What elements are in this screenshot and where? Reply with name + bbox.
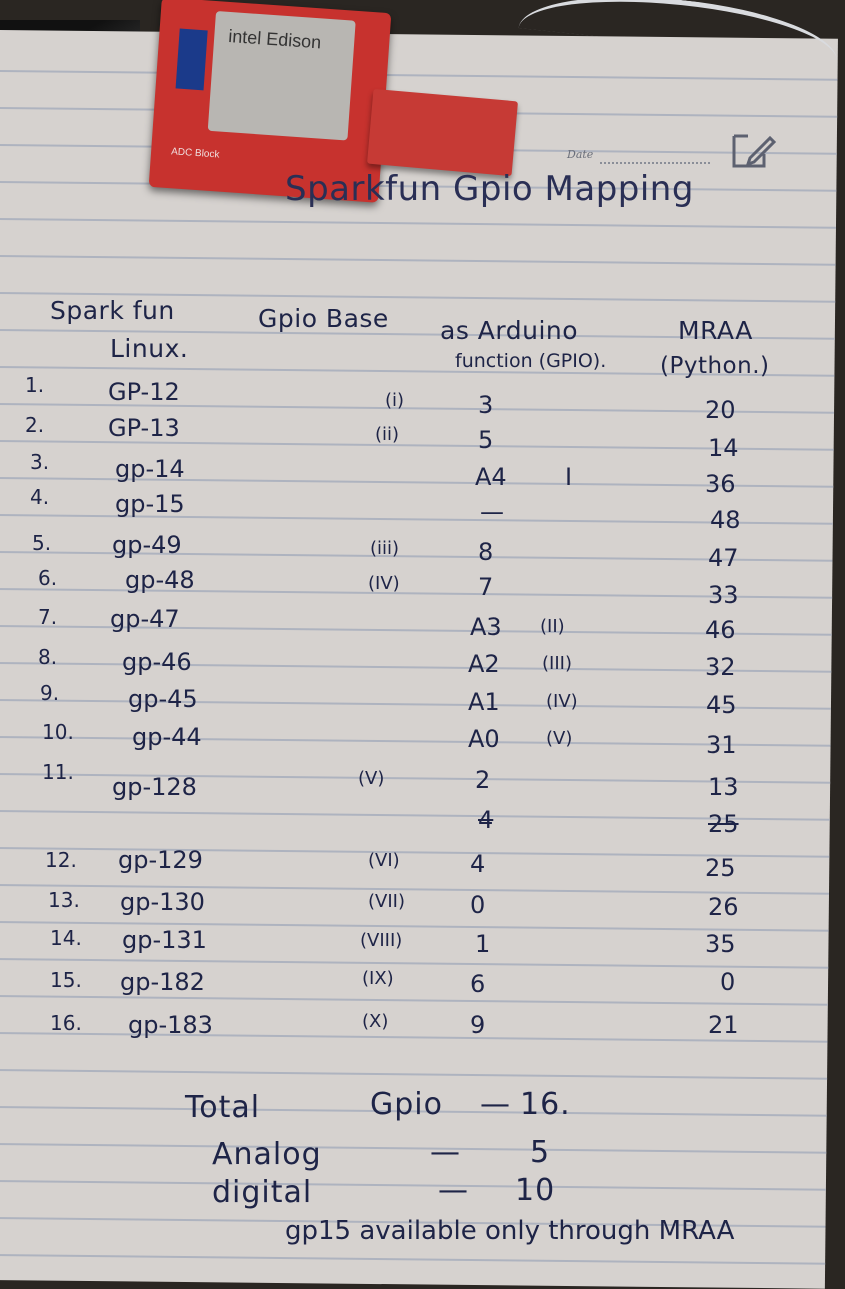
row-13-no: 13. [48, 888, 80, 912]
row-11-roman: (V) [358, 768, 385, 789]
row-7-linux: gp-47 [110, 605, 180, 633]
row-1-mraa: 20 [705, 396, 736, 424]
row-12-no: 12. [45, 848, 77, 872]
header-function: function (GPIO). [455, 350, 607, 372]
row-14-linux: gp-131 [122, 926, 207, 954]
module-label: intel Edison [227, 25, 322, 53]
row-9-no: 9. [40, 681, 60, 705]
summary-analog-label: Analog [212, 1137, 322, 1172]
row-5-no: 5. [32, 531, 52, 555]
row-8-mraa: 32 [705, 653, 736, 681]
row-5-linux: gp-49 [112, 531, 182, 559]
header-python: (Python.) [660, 353, 770, 379]
row-3-no: 3. [30, 450, 50, 474]
row-1-arduino: 3 [478, 391, 494, 419]
row-4-arduino: — [480, 498, 504, 526]
header-gpio-base: Gpio Base [258, 304, 389, 333]
row-5-mraa: 47 [708, 544, 739, 572]
struck-arduino: 4 [478, 806, 494, 834]
row-2-arduino: 5 [478, 426, 494, 454]
row-8-analog: (III) [542, 653, 572, 674]
row-1-roman: (i) [385, 390, 405, 411]
row-8-linux: gp-46 [122, 648, 192, 676]
row-16-roman: (X) [362, 1011, 389, 1032]
row-11-linux: gp-128 [112, 773, 197, 801]
row-11-no: 11. [42, 760, 74, 784]
row-7-no: 7. [38, 605, 58, 629]
header-arduino: as Arduino [440, 316, 579, 345]
row-15-no: 15. [50, 968, 82, 992]
row-10-analog: (V) [546, 728, 573, 749]
row-3-analog: I [565, 463, 573, 491]
row-14-roman: (VIII) [360, 930, 403, 951]
header-sparkfun: Spark fun [50, 296, 175, 325]
title-scrawl: Sparkfun Gpio Mapping [285, 169, 694, 209]
row-3-linux: gp-14 [115, 455, 185, 483]
header-mraa: MRAA [678, 316, 753, 345]
row-8-no: 8. [38, 645, 58, 669]
antenna-chip [176, 29, 208, 91]
row-7-analog: (II) [540, 616, 565, 637]
summary-digital-dash: — [438, 1173, 469, 1208]
summary-analog-value: 5 [530, 1135, 551, 1170]
row-8-arduino: A2 [468, 650, 500, 678]
summary-analog-dash: — [430, 1135, 461, 1170]
row-15-arduino: 6 [470, 970, 486, 998]
summary-note: gp15 available only through MRAA [285, 1216, 735, 1246]
row-5-roman: (iii) [370, 538, 400, 559]
row-9-analog: (IV) [546, 691, 578, 712]
row-5-arduino: 8 [478, 538, 494, 566]
row-9-arduino: A1 [468, 688, 500, 716]
row-13-mraa: 26 [708, 893, 739, 921]
edison-module [208, 11, 356, 140]
row-11-arduino: 2 [475, 766, 491, 794]
row-6-roman: (IV) [368, 573, 400, 594]
row-11-mraa: 13 [708, 773, 739, 801]
row-1-linux: GP-12 [108, 378, 180, 406]
row-15-mraa: 0 [720, 968, 736, 996]
row-3-mraa: 36 [705, 470, 736, 498]
row-14-no: 14. [50, 926, 82, 950]
row-14-mraa: 35 [705, 930, 736, 958]
row-6-mraa: 33 [708, 581, 739, 609]
row-9-mraa: 45 [706, 691, 737, 719]
row-2-mraa: 14 [708, 434, 739, 462]
row-9-linux: gp-45 [128, 685, 198, 713]
struck-mraa: 25 [708, 810, 739, 838]
gpio-block-board [367, 89, 518, 176]
summary-digital-value: 10 [515, 1173, 556, 1208]
row-6-no: 6. [38, 566, 58, 590]
row-13-linux: gp-130 [120, 888, 205, 916]
summary-digital-label: digital [212, 1175, 313, 1210]
row-12-mraa: 25 [705, 854, 736, 882]
row-10-no: 10. [42, 720, 74, 744]
row-4-no: 4. [30, 485, 50, 509]
summary-total-dash: — [480, 1087, 511, 1122]
row-16-arduino: 9 [470, 1011, 486, 1039]
row-3-arduino: A4 [475, 463, 507, 491]
row-15-linux: gp-182 [120, 968, 205, 996]
row-12-arduino: 4 [470, 850, 486, 878]
date-label: Date [567, 148, 594, 161]
summary-total-what: Gpio [370, 1087, 443, 1122]
summary-total-value: 16. [520, 1087, 571, 1122]
row-16-linux: gp-183 [128, 1011, 213, 1039]
board-silkscreen: ADC Block [170, 146, 220, 161]
row-13-roman: (VII) [368, 891, 405, 912]
row-1-no: 1. [25, 373, 45, 397]
row-6-arduino: 7 [478, 573, 494, 601]
row-15-roman: (IX) [362, 968, 394, 989]
header-linux: Linux. [110, 334, 189, 363]
row-14-arduino: 1 [475, 930, 491, 958]
edit-icon [730, 128, 778, 172]
date-line [600, 162, 710, 164]
row-2-no: 2. [25, 413, 45, 437]
row-6-linux: gp-48 [125, 566, 195, 594]
row-16-mraa: 21 [708, 1011, 739, 1039]
row-7-mraa: 46 [705, 616, 736, 644]
row-2-roman: (ii) [375, 424, 400, 445]
row-12-linux: gp-129 [118, 846, 203, 874]
row-13-arduino: 0 [470, 891, 486, 919]
row-10-arduino: A0 [468, 725, 500, 753]
row-4-mraa: 48 [710, 506, 741, 534]
row-16-no: 16. [50, 1011, 82, 1035]
row-10-linux: gp-44 [132, 723, 202, 751]
row-4-linux: gp-15 [115, 490, 185, 518]
row-12-roman: (VI) [368, 850, 400, 871]
summary-total-label: Total [185, 1090, 261, 1125]
row-2-linux: GP-13 [108, 414, 180, 442]
row-7-arduino: A3 [470, 613, 502, 641]
row-10-mraa: 31 [706, 731, 737, 759]
